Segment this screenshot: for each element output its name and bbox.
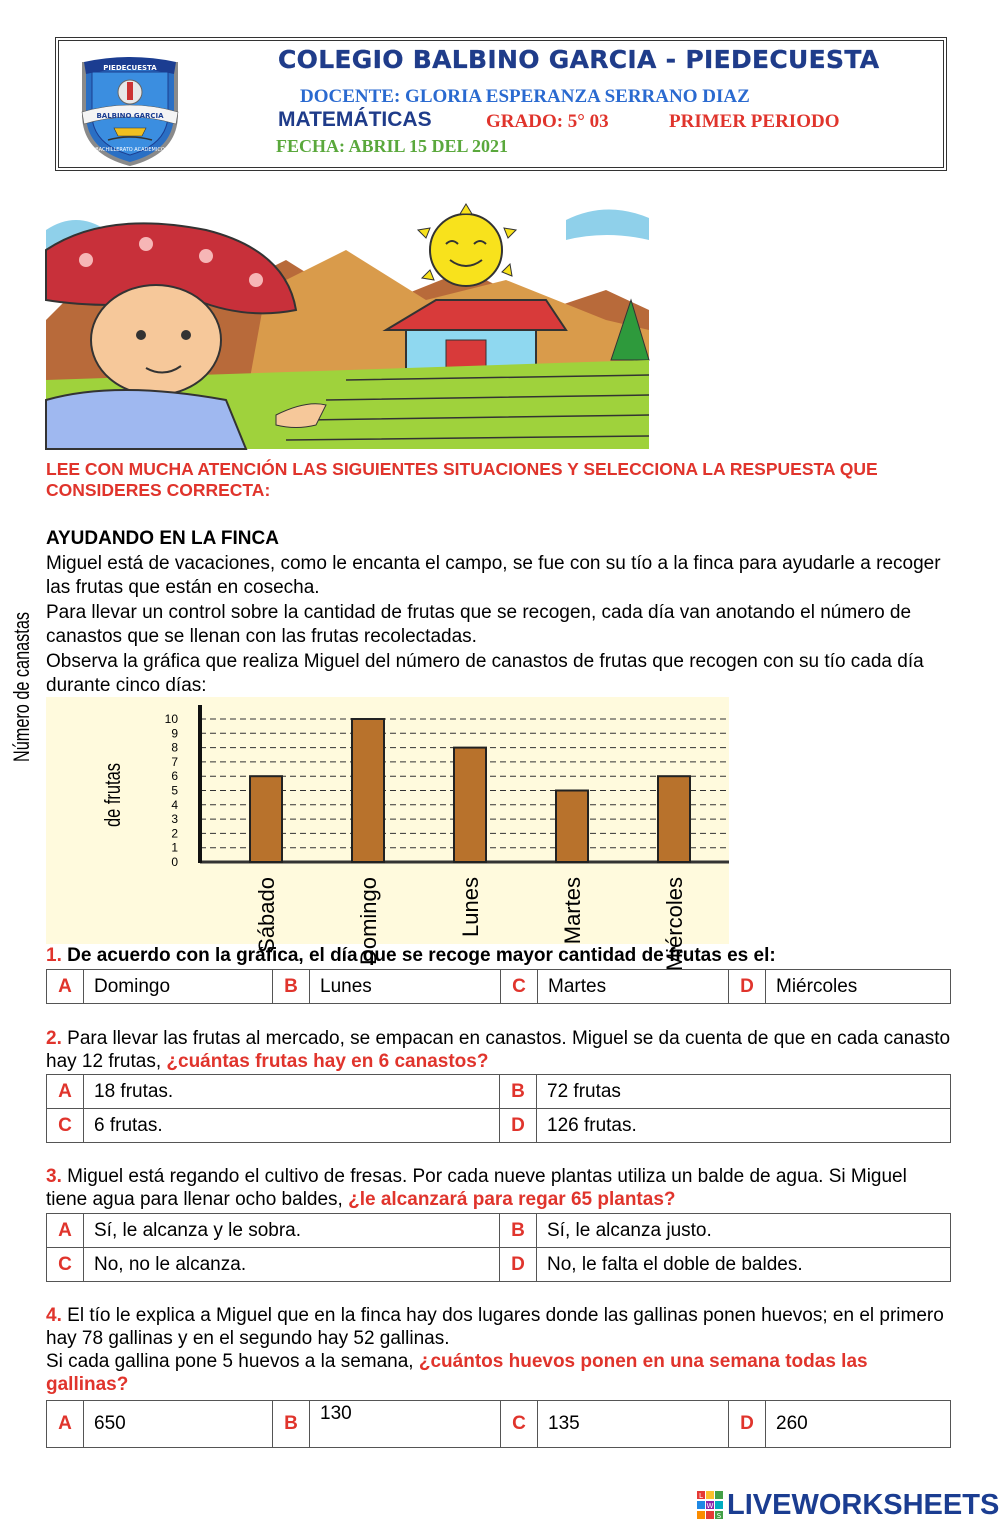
bar-sábado bbox=[250, 776, 282, 862]
question-1-options bbox=[46, 969, 951, 1004]
subject: MATEMÁTICAS bbox=[278, 108, 432, 131]
x-tick-label: Lunes bbox=[458, 877, 483, 937]
story-paragraph-3: Observa la gráfica que realiza Miguel del número de canastos de frutas que recogen con su tío cada día durante cinco días: bbox=[46, 651, 924, 696]
liveworksheets-logo-icon bbox=[697, 1491, 723, 1519]
grade: GRADO: 5° 03 bbox=[486, 111, 609, 132]
y-tick-label: 1 bbox=[171, 840, 178, 855]
question-3-ask: ¿le alcanzará para regar 65 plantas? bbox=[348, 1189, 676, 1210]
answer-option[interactable]: Miércoles bbox=[766, 970, 951, 1004]
teacher-name: DOCENTE: GLORIA ESPERANZA SERRANO DIAZ bbox=[300, 86, 750, 107]
answer-option[interactable]: Martes bbox=[538, 970, 729, 1004]
question-4-number: 4. bbox=[46, 1305, 62, 1326]
answer-option[interactable]: Sí, le alcanza y le sobra. bbox=[84, 1214, 500, 1248]
question-2-text: Para llevar las frutas al mercado, se empacan en canastos. Miguel se da cuenta de que en cada canasto hay 12 frutas, bbox=[46, 1028, 951, 1072]
option-letter[interactable]: D bbox=[500, 1109, 537, 1143]
answer-option[interactable]: 126 frutas. bbox=[537, 1109, 951, 1143]
question-3-options bbox=[46, 1213, 951, 1282]
story-paragraph-1: Miguel está de vacaciones, como le encanta el campo, se fue con su tío a la finca para ayudarle a recoger las frutas que están en cosecha. bbox=[46, 553, 941, 598]
option-letter[interactable]: C bbox=[47, 1109, 84, 1143]
question-2-number: 2. bbox=[46, 1028, 62, 1049]
question-4-ask: ¿cuántos huevos ponen en una semana todas las gallinas? bbox=[46, 1351, 868, 1395]
option-letter[interactable]: A bbox=[47, 1214, 84, 1248]
question-1-text: De acuerdo con la gráfica, el día que se recoge mayor cantidad de frutas es el: bbox=[67, 945, 776, 966]
story-paragraph-2: Para llevar un control sobre la cantidad de frutas que se recogen, cada día van anotando el número de canastos que se llenan con las frutas recolectadas. bbox=[46, 602, 912, 647]
y-tick-label: 9 bbox=[171, 726, 178, 741]
bar-lunes bbox=[454, 748, 486, 862]
date: FECHA: ABRIL 15 DEL 2021 bbox=[276, 136, 509, 156]
story-title: AYUDANDO EN LA FINCA bbox=[46, 528, 279, 549]
bar-domingo bbox=[352, 719, 384, 862]
farm-illustration bbox=[46, 200, 649, 449]
option-letter[interactable]: C bbox=[501, 1401, 538, 1448]
question-4 bbox=[46, 1304, 951, 1396]
x-tick-label: Miércoles bbox=[662, 877, 687, 972]
crest-bottom-text: BACHILLERATO ACADEMICO bbox=[95, 147, 165, 153]
school-crest-icon bbox=[78, 54, 182, 166]
answer-option[interactable]: 72 frutas bbox=[537, 1075, 951, 1109]
option-letter[interactable]: B bbox=[273, 970, 310, 1004]
y-axis-label-2: de frutas bbox=[100, 741, 125, 827]
option-letter[interactable]: D bbox=[729, 970, 766, 1004]
y-tick-label: 3 bbox=[171, 812, 178, 827]
question-4-text: El tío le explica a Miguel que en la finca hay dos lugares donde las gallinas ponen huevos; en el primero hay 78 gallinas y en el segundo hay 52 gallinas. bbox=[46, 1305, 944, 1349]
option-letter[interactable]: A bbox=[47, 1075, 84, 1109]
school-name: COLEGIO BALBINO GARCIA - PIEDECUESTA bbox=[278, 45, 880, 74]
option-letter[interactable]: D bbox=[500, 1248, 537, 1282]
answer-option[interactable]: 130 bbox=[310, 1401, 501, 1448]
answer-option[interactable]: 18 frutas. bbox=[84, 1075, 500, 1109]
y-tick-label: 0 bbox=[171, 855, 178, 869]
y-tick-label: 8 bbox=[171, 740, 178, 755]
question-2-ask: ¿cuántas frutas hay en 6 canastos? bbox=[166, 1051, 489, 1072]
y-tick-label: 10 bbox=[164, 712, 178, 726]
question-3-text: Miguel está regando el cultivo de fresas. Por cada nueve plantas utiliza un balde de agua. Si Miguel tiene agua para llenar ocho baldes, bbox=[46, 1166, 907, 1210]
x-tick-label: Domingo bbox=[356, 877, 381, 966]
question-4-options bbox=[46, 1400, 951, 1448]
option-letter[interactable]: B bbox=[500, 1075, 537, 1109]
logo-block-letter: W bbox=[706, 1502, 714, 1510]
answer-option[interactable]: 650 bbox=[84, 1401, 273, 1448]
option-letter[interactable]: C bbox=[47, 1248, 84, 1282]
question-4-text-2: Si cada gallina pone 5 huevos a la semana, bbox=[46, 1351, 419, 1372]
logo-block-letter: S bbox=[716, 1512, 722, 1520]
answer-option[interactable]: No, no le alcanza. bbox=[84, 1248, 500, 1282]
bar-miércoles bbox=[658, 776, 690, 862]
question-1-number: 1. bbox=[46, 945, 62, 966]
y-tick-label: 4 bbox=[171, 797, 178, 812]
x-tick-label: Martes bbox=[560, 877, 585, 945]
answer-option[interactable]: Domingo bbox=[84, 970, 273, 1004]
question-2 bbox=[46, 1027, 951, 1073]
instructions: LEE CON MUCHA ATENCIÓN LAS SIGUIENTES SITUACIONES Y SELECCIONA LA RESPUESTA QUE CONSIDERES CORRECTA: bbox=[46, 459, 878, 500]
option-letter[interactable]: A bbox=[47, 970, 84, 1004]
answer-option[interactable]: Sí, le alcanza justo. bbox=[537, 1214, 951, 1248]
question-1 bbox=[46, 944, 966, 967]
logo-block-letter: L bbox=[699, 1492, 703, 1500]
answer-option[interactable]: No, le falta el doble de baldes. bbox=[537, 1248, 951, 1282]
y-tick-label: 2 bbox=[171, 826, 178, 841]
period: PRIMER PERIODO bbox=[669, 111, 840, 132]
y-tick-label: 5 bbox=[171, 783, 178, 798]
option-letter[interactable]: D bbox=[729, 1401, 766, 1448]
y-tick-label: 7 bbox=[171, 754, 178, 769]
crest-band-text: BALBINO GARCIA bbox=[96, 112, 164, 120]
answer-option[interactable]: 6 frutas. bbox=[84, 1109, 500, 1143]
y-axis-label-1: Número de canastas bbox=[9, 559, 34, 762]
answer-option[interactable]: 135 bbox=[538, 1401, 729, 1448]
option-letter[interactable]: C bbox=[501, 970, 538, 1004]
y-tick-label: 6 bbox=[171, 769, 178, 784]
bar-martes bbox=[556, 791, 588, 863]
option-letter[interactable]: B bbox=[273, 1401, 310, 1448]
liveworksheets-logo[interactable]: LIVEWORKSHEETS bbox=[727, 1489, 1000, 1521]
question-3-number: 3. bbox=[46, 1166, 62, 1187]
question-3 bbox=[46, 1165, 951, 1211]
x-tick-label: Sábado bbox=[254, 877, 279, 953]
answer-option[interactable]: 260 bbox=[766, 1401, 951, 1448]
answer-option[interactable]: Lunes bbox=[310, 970, 501, 1004]
crest-top-text: PIEDECUESTA bbox=[103, 64, 157, 72]
option-letter[interactable]: B bbox=[500, 1214, 537, 1248]
question-2-options bbox=[46, 1074, 951, 1143]
option-letter[interactable]: A bbox=[47, 1401, 84, 1448]
